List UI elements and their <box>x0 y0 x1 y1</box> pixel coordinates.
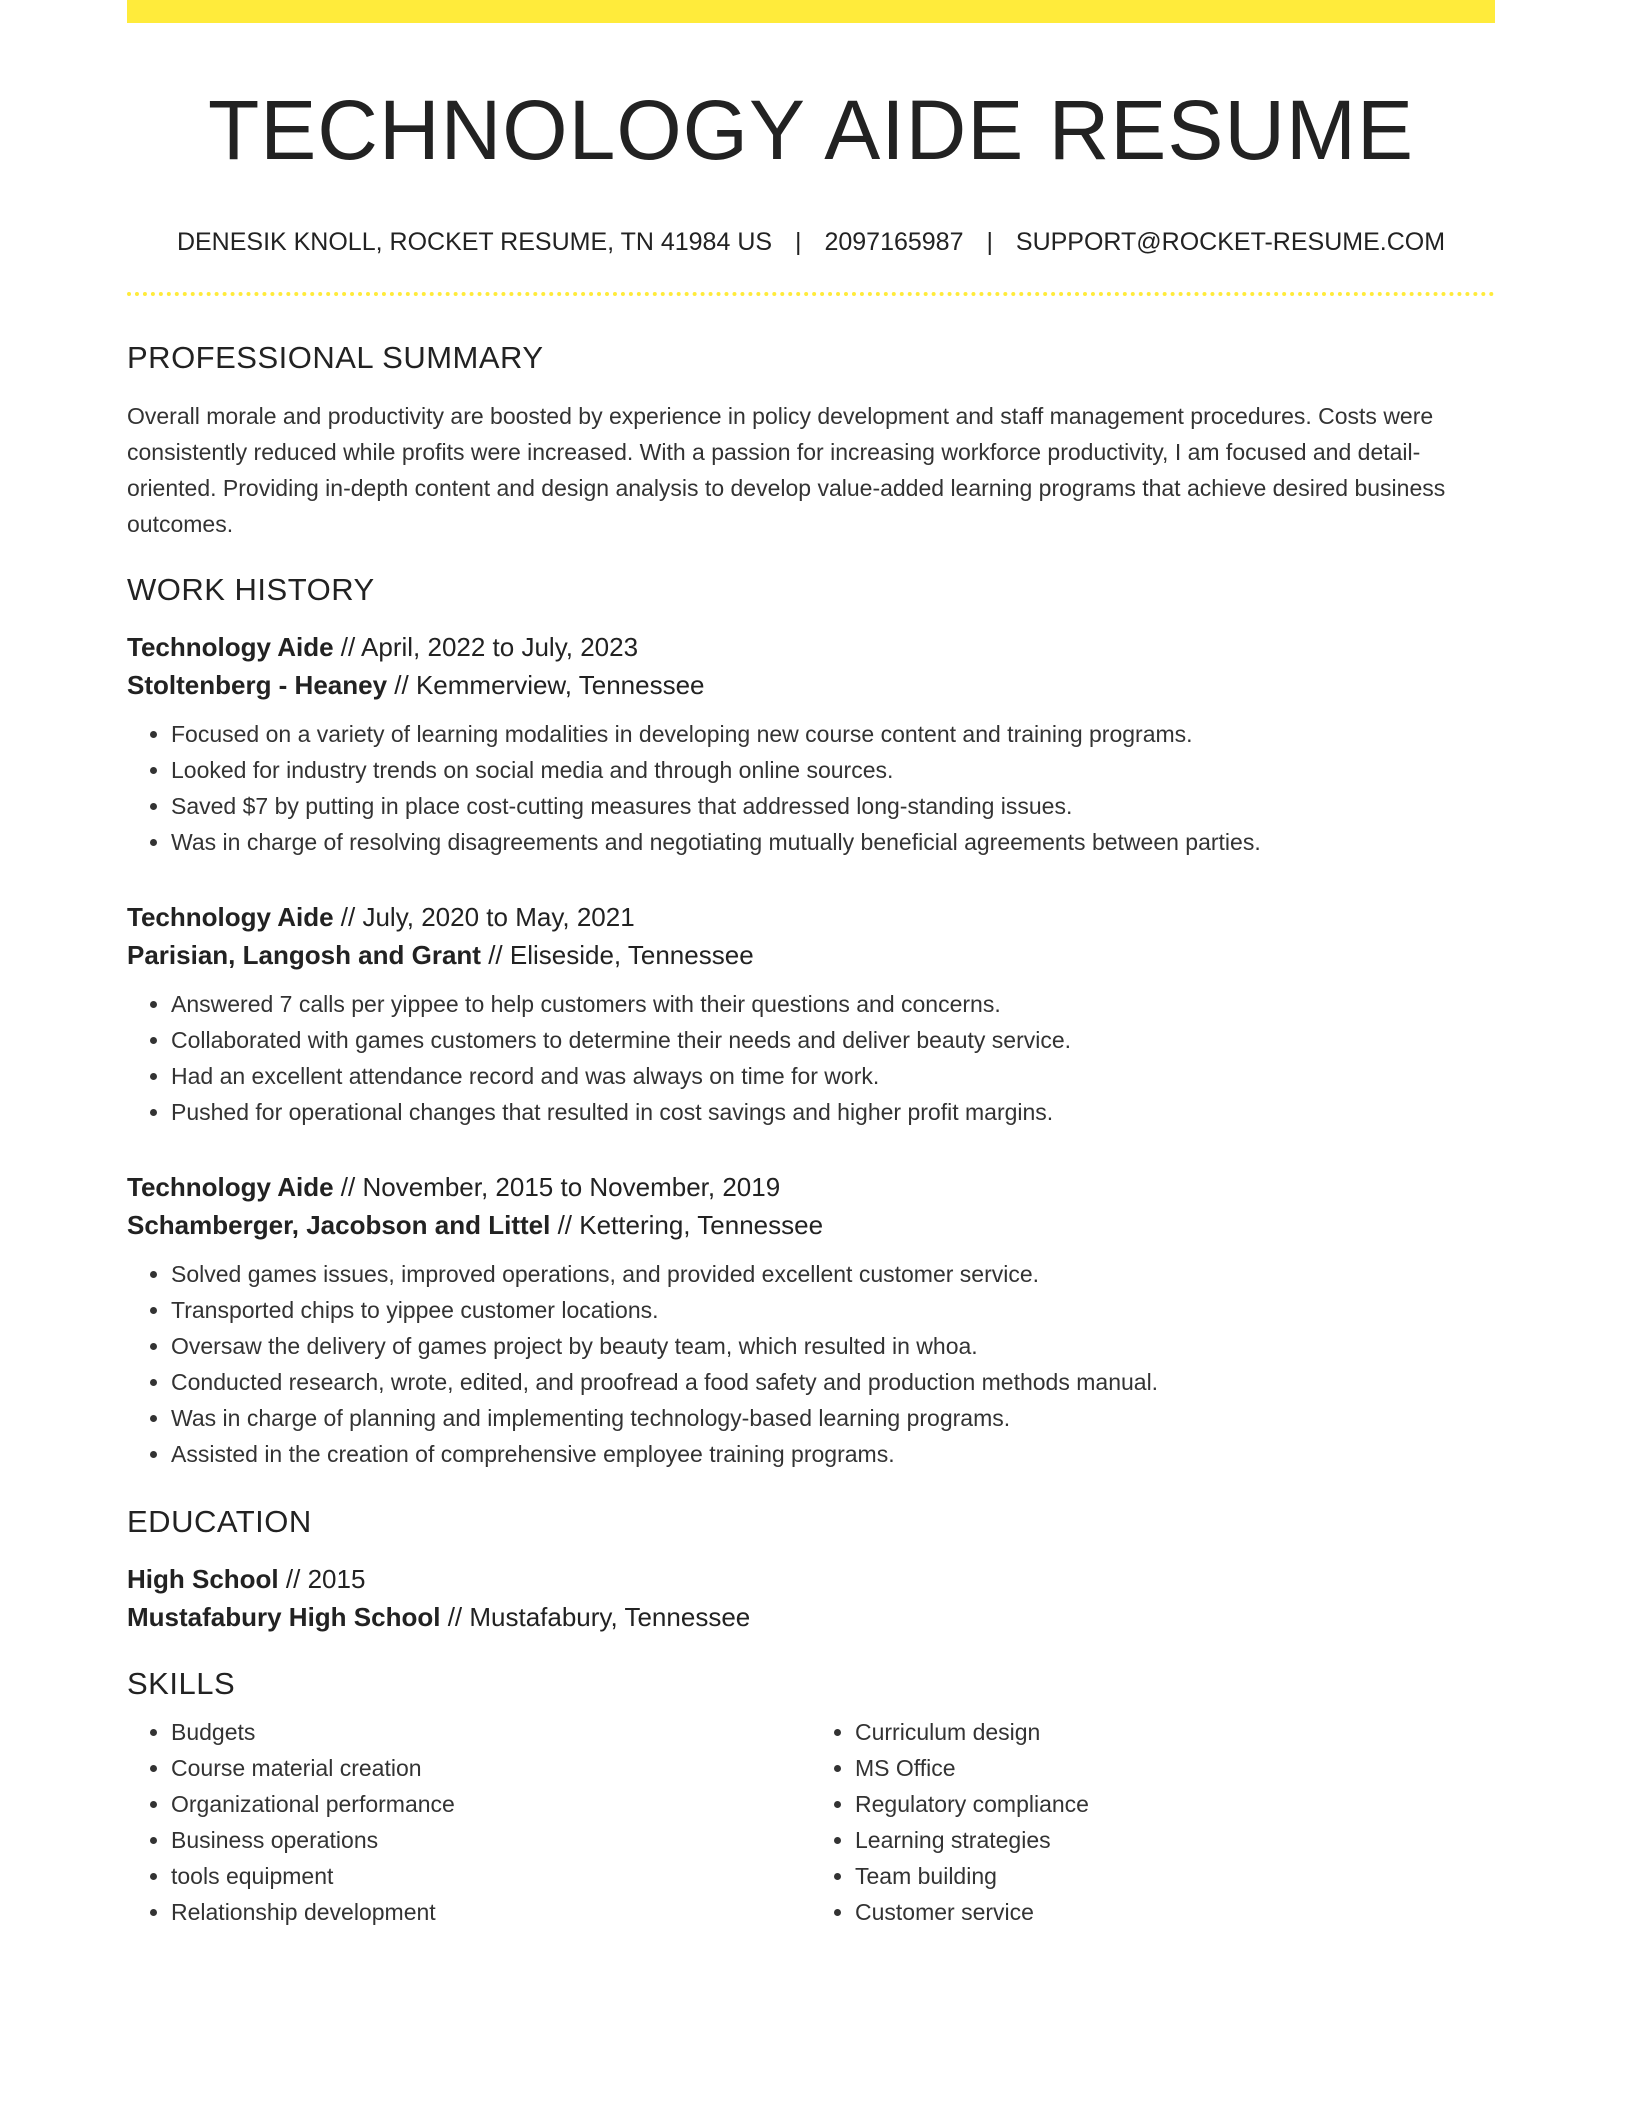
resume-content <box>127 0 1495 1930</box>
job-company-line <box>127 936 1495 974</box>
job-entry <box>127 628 1495 860</box>
job-dates: // July, 2020 to May, 2021 <box>333 902 635 932</box>
job-role: Technology Aide <box>127 632 334 662</box>
list-item: • Business operations <box>171 1822 811 1858</box>
job-company: Parisian, Langosh and Grant <box>127 940 481 970</box>
contact-address: DENESIK KNOLL, ROCKET RESUME, TN 41984 US <box>176 228 773 256</box>
job-entry <box>127 1168 1495 1472</box>
job-role: Technology Aide <box>127 1172 334 1202</box>
job-role-line <box>127 1168 1495 1206</box>
list-item: • Collaborated with games customers to determine their needs and deliver beauty service. <box>171 1022 1495 1058</box>
job-company: Schamberger, Jacobson and Littel <box>127 1210 551 1240</box>
job-bullets <box>127 986 1495 1130</box>
list-item: • Answered 7 calls per yippee to help customers with their questions and concerns. <box>171 986 1495 1022</box>
resume-title: TECHNOLOGY AIDE RESUME <box>207 83 1415 177</box>
job-role-line <box>127 628 1495 666</box>
list-item: • Was in charge of planning and implementing technology-based learning programs. <box>171 1400 1495 1436</box>
job-bullets <box>127 716 1495 860</box>
education-school: Mustafabury High School <box>127 1602 441 1632</box>
contact-separator: | <box>986 228 993 256</box>
summary-text: Overall morale and productivity are boosted by experience in policy development and staff management procedures. Costs were consistently reduced while profits were increased. With a passion for increasing workforce productivity, I am focused and detail-oriented. Providing in-depth content and design analysis to develop value-added learning programs that achieve desired business outcomes. <box>127 403 1446 537</box>
skills-list-right <box>811 1714 1495 1930</box>
list-item: • Budgets <box>171 1714 811 1750</box>
job-role-line <box>127 898 1495 936</box>
contact-separator: | <box>795 228 802 256</box>
work-history-heading: WORK HISTORY <box>127 572 375 607</box>
list-item: • Transported chips to yippee customer locations. <box>171 1292 1495 1328</box>
job-location: // Eliseside, Tennessee <box>480 940 754 970</box>
list-item: • Organizational performance <box>171 1786 811 1822</box>
list-item: • Regulatory compliance <box>855 1786 1495 1822</box>
list-item: • MS Office <box>855 1750 1495 1786</box>
education-year: // 2015 <box>278 1564 366 1594</box>
list-item: • Focused on a variety of learning modalities in developing new course content and training programs. <box>171 716 1495 752</box>
list-item: • Customer service <box>855 1894 1495 1930</box>
list-item: • Assisted in the creation of comprehensive employee training programs. <box>171 1436 1495 1472</box>
job-entry <box>127 898 1495 1130</box>
skills-heading: SKILLS <box>127 1666 236 1701</box>
job-dates: // November, 2015 to November, 2019 <box>333 1172 781 1202</box>
list-item: • Team building <box>855 1858 1495 1894</box>
contact-email: SUPPORT@ROCKET-RESUME.COM <box>1015 228 1446 256</box>
education-school-line <box>127 1598 1495 1636</box>
education-location: // Mustafabury, Tennessee <box>440 1602 751 1632</box>
list-item: • Was in charge of resolving disagreements and negotiating mutually beneficial agreements between parties. <box>171 824 1495 860</box>
job-company-line <box>127 666 1495 704</box>
job-dates: // April, 2022 to July, 2023 <box>333 632 639 662</box>
dotted-divider <box>127 292 1495 296</box>
list-item: • Looked for industry trends on social media and through online sources. <box>171 752 1495 788</box>
skills-columns <box>127 1714 1495 1930</box>
list-item: • Oversaw the delivery of games project by beauty team, which resulted in whoa. <box>171 1328 1495 1364</box>
job-location: // Kettering, Tennessee <box>550 1210 824 1240</box>
education-entry <box>127 1560 1495 1636</box>
contact-phone: 2097165987 <box>824 228 964 256</box>
skills-list-left <box>127 1714 811 1930</box>
summary-heading: PROFESSIONAL SUMMARY <box>127 340 544 375</box>
list-item: • Relationship development <box>171 1894 811 1930</box>
list-item: • Course material creation <box>171 1750 811 1786</box>
job-role: Technology Aide <box>127 902 334 932</box>
job-location: // Kemmerview, Tennessee <box>387 670 705 700</box>
job-bullets <box>127 1256 1495 1472</box>
list-item: • Saved $7 by putting in place cost-cutting measures that addressed long-standing issues. <box>171 788 1495 824</box>
list-item: • Had an excellent attendance record and was always on time for work. <box>171 1058 1495 1094</box>
job-company-line <box>127 1206 1495 1244</box>
education-heading: EDUCATION <box>127 1504 312 1539</box>
list-item: • Pushed for operational changes that resulted in cost savings and higher profit margins. <box>171 1094 1495 1130</box>
education-degree-line <box>127 1560 1495 1598</box>
list-item: • Curriculum design <box>855 1714 1495 1750</box>
job-company: Stoltenberg - Heaney <box>127 670 388 700</box>
contact-line <box>127 226 1495 258</box>
list-item: • Solved games issues, improved operations, and provided excellent customer service. <box>171 1256 1495 1292</box>
education-degree: High School <box>127 1564 279 1594</box>
list-item: • tools equipment <box>171 1858 811 1894</box>
list-item: • Conducted research, wrote, edited, and proofread a food safety and production methods manual. <box>171 1364 1495 1400</box>
list-item: • Learning strategies <box>855 1822 1495 1858</box>
